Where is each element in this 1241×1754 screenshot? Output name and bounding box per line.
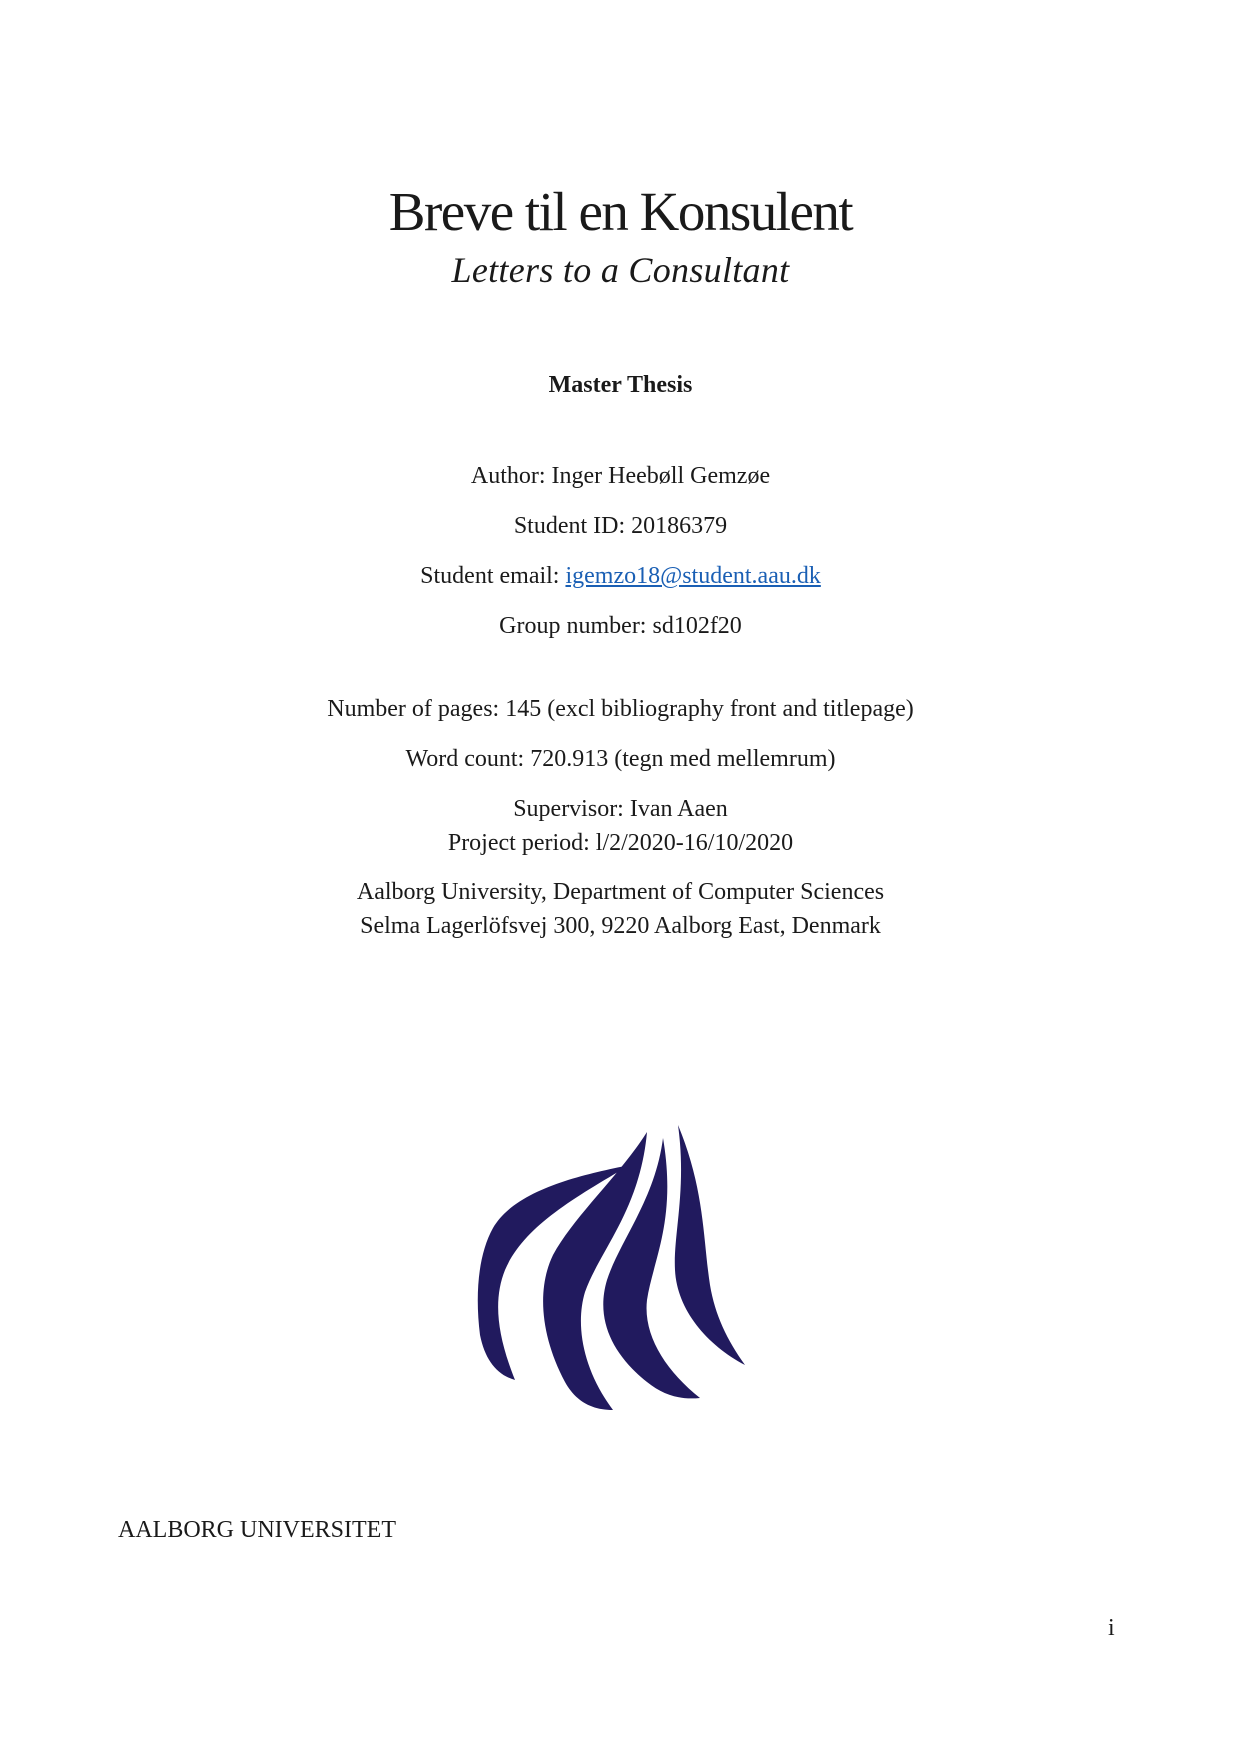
document-title: Breve til en Konsulent (388, 181, 853, 242)
supervisor-line: Supervisor: Ivan Aaen (513, 796, 728, 822)
author-line: Author: Inger Heebøll Gemzøe (470, 463, 771, 489)
group-number-line: Group number: sd102f20 (499, 613, 742, 639)
student-id-line: Student ID: 20186379 (513, 513, 728, 539)
document-subtitle: Letters to a Consultant (451, 250, 790, 290)
logo-wave-4 (675, 1125, 745, 1365)
student-email-link[interactable]: igemzo18@student.aau.dk (565, 563, 821, 589)
aau-logo-icon (475, 1120, 775, 1420)
university-department-line: Aalborg University, Department of Computer Sciences (356, 879, 885, 905)
project-period-line: Project period: l/2/2020-16/10/2020 (447, 830, 794, 856)
student-email-line (0, 561, 1241, 591)
address-line: Selma Lagerlöfsvej 300, 9220 Aalborg East, Denmark (360, 913, 881, 939)
page-number: i (1108, 1615, 1115, 1641)
page-count-line: Number of pages: 145 (excl bibliography front and titlepage) (327, 696, 914, 722)
student-email-label: Student email: (420, 563, 566, 589)
thesis-type: Master Thesis (548, 372, 693, 398)
word-count-line: Word count: 720.913 (tegn med mellemrum) (405, 746, 836, 772)
university-name: AALBORG UNIVERSITET (118, 1517, 396, 1543)
